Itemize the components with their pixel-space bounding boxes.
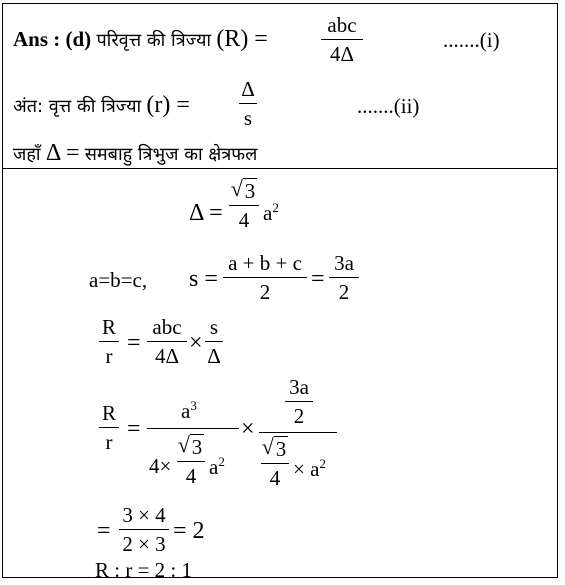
ans-line-3: [13, 140, 257, 167]
fraction-denominator: 2: [259, 280, 271, 304]
fraction-bar: [259, 432, 337, 433]
semi-perimeter-fraction: [223, 250, 307, 305]
semi-perimeter-lhs: s =: [189, 266, 218, 292]
equation-tag-i: .......(i): [443, 28, 500, 52]
ans-label: Ans : (d): [13, 27, 92, 51]
fraction-denominator: r: [105, 344, 113, 368]
fraction-numerator: abc: [152, 315, 182, 339]
times-sign: ×: [189, 330, 203, 356]
area-lhs: Δ =: [189, 200, 223, 226]
answer-box: [2, 3, 558, 582]
equal-sides-condition: a=b=c,: [89, 268, 148, 292]
root-value: 3: [244, 179, 256, 203]
final-ratio: R : r = 2 : 1: [95, 558, 193, 582]
times-sign: ×: [241, 416, 255, 442]
simplify-fraction: [119, 502, 169, 557]
fraction-denominator: r: [105, 430, 113, 454]
circumradius-label: परिवृत्त की त्रिज्या: [96, 30, 212, 51]
four-times: 4×: [149, 454, 172, 478]
a-squared: $a^2$: [209, 454, 225, 479]
area-description: समबाहु त्रिभुज का क्षेत्रफल: [84, 144, 258, 165]
inradius-label: अंत: वृत्त की त्रिज्या: [13, 96, 142, 117]
section-divider: [3, 168, 557, 169]
ans-line-2: [13, 92, 190, 119]
nested-root-fraction: √ 3 4: [261, 436, 289, 491]
fraction-denominator: s: [243, 106, 253, 130]
inradius-var: (r) =: [146, 92, 190, 118]
fraction-numerator: R: [101, 401, 116, 425]
fraction-bar: [147, 428, 239, 429]
fraction-numerator: abc: [327, 13, 357, 37]
ratio-lhs: [99, 314, 119, 369]
fraction-denominator: 4: [238, 208, 250, 232]
fraction-numerator: a + b + c: [228, 251, 302, 275]
ratio-lhs: [99, 400, 119, 455]
semi-perimeter-result: [329, 250, 359, 305]
equals-sign: =: [127, 330, 141, 356]
fraction-numerator: s: [209, 315, 219, 339]
fraction-denominator: 2: [338, 280, 350, 304]
fraction-denominator: 2 × 3: [122, 532, 166, 556]
times-a-squared: × $a^2$: [293, 456, 326, 481]
nested-root-fraction: √ 3 4: [177, 434, 205, 489]
delta-equals: Δ =: [45, 140, 80, 166]
where-label: जहाँ: [13, 144, 41, 165]
equals-sign: =: [311, 266, 325, 292]
circumradius-fraction: [321, 12, 363, 67]
area-fraction: √ 3 4: [229, 178, 259, 233]
equals-sign: =: [97, 518, 111, 544]
equals-sign: =: [127, 416, 141, 442]
a-cubed: $a^3$: [181, 398, 197, 423]
inner-fraction: [285, 374, 313, 429]
fraction-numerator: Δ: [241, 77, 255, 101]
fraction-numerator: 3a: [334, 251, 354, 275]
fraction-numerator: R: [101, 315, 116, 339]
fraction-denominator: 4Δ: [154, 344, 179, 368]
inradius-fraction: [239, 76, 257, 131]
fraction-denominator: 4Δ: [329, 42, 354, 66]
ratio-fraction-1: [147, 314, 187, 369]
fraction-denominator: Δ: [207, 344, 221, 368]
ans-line-1: [13, 26, 268, 53]
equation-tag-ii: .......(ii): [357, 94, 420, 118]
fraction-numerator: 3 × 4: [122, 503, 166, 527]
fraction-denominator: 4: [185, 464, 197, 488]
circumradius-var: (R) =: [216, 26, 268, 52]
area-tail: $a^2$: [263, 200, 279, 225]
fraction-numerator: 3a: [289, 375, 309, 399]
simplify-result: = 2: [173, 518, 205, 544]
fraction-denominator: 4: [269, 466, 281, 490]
ratio-fraction-2: [205, 314, 223, 369]
fraction-denominator: 2: [293, 404, 305, 428]
